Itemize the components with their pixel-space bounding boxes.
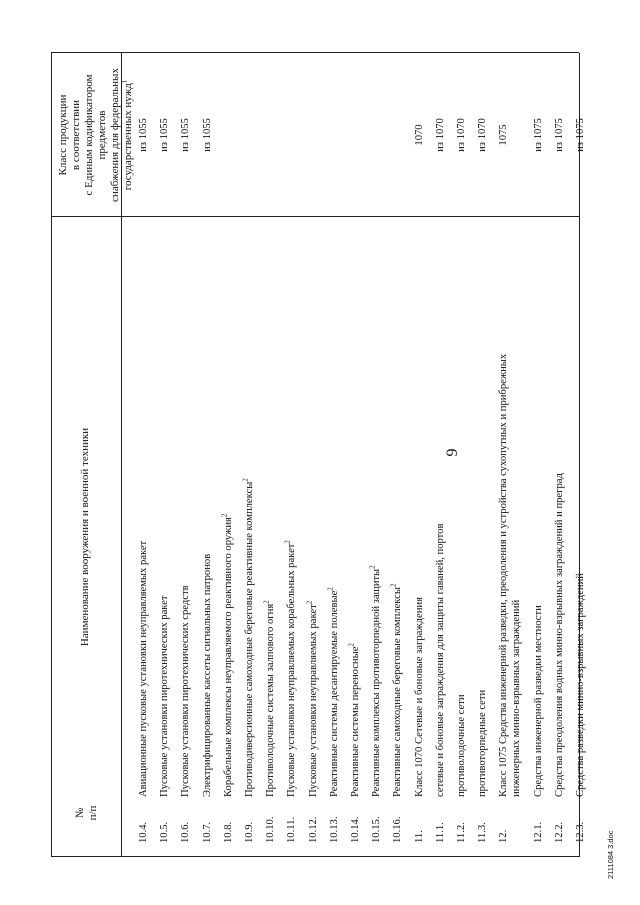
row-name-text: Реактивные системы переносные$^2$: [347, 643, 361, 797]
row-number: 10.6.: [180, 821, 192, 843]
row-name: [264, 225, 277, 797]
row-number: 12.3.: [575, 821, 586, 843]
row-name: [413, 225, 426, 797]
footnote-marker: 2: [368, 565, 377, 569]
row-class: из 1055: [201, 118, 213, 152]
footnote-marker: 2: [326, 587, 335, 591]
row-name-text: Корабельные комплексы неуправляемого реактивного оружия$^2$: [220, 513, 234, 797]
row-name: [391, 225, 404, 797]
row-name-text-continued: инженерных минно-взрывных заграждений: [511, 599, 523, 797]
row-name: [370, 225, 383, 797]
header-class-line: Класс продукции: [57, 94, 69, 176]
row-name: [307, 225, 320, 797]
row-class: 1075: [498, 124, 510, 146]
row-name-text: Пусковые установки неуправляемых ракет$^2$: [305, 600, 319, 797]
row-name-text: Реактивные комплексы противоторпедной защиты$^2$: [368, 565, 383, 797]
row-name-text: Средства разведки минно-взрывных заграждений: [575, 573, 586, 797]
row-name: [455, 225, 468, 797]
row-name-text: Противодиверсионные самоходные береговые реактивные комплексы$^2$: [241, 478, 255, 797]
row-name-text: Класс 1075 Средства инженерной разведки, преодоления и устройства сухопутных и прибрежных: [498, 353, 510, 797]
row-name: [434, 225, 447, 797]
row-number: 10.12.: [307, 816, 319, 843]
row-number: 10.10.: [265, 816, 277, 843]
row-class: из 1075: [553, 118, 565, 152]
row-name-text: Электрифицированные кассеты сигнальных патронов: [201, 553, 213, 797]
row-name-text: Средства инженерной разведки местности: [532, 605, 544, 797]
table-left-border: [51, 856, 579, 857]
table-top-border: [51, 53, 52, 857]
row-name-text: сетевые и боновые заграждения для защиты гаваней, портов: [434, 523, 446, 797]
row-number: 10.4.: [138, 821, 149, 843]
row-class: из 1055: [180, 118, 192, 152]
row-number: 11.3.: [477, 822, 489, 843]
row-number: 10.15.: [371, 816, 383, 843]
row-number: 12.2.: [553, 821, 565, 843]
row-name: [158, 225, 171, 797]
row-name-text: противоторпедные сети: [477, 689, 489, 797]
footnote-marker: 2: [220, 513, 229, 518]
header-class-line: с Единым кодификатором предметов: [83, 74, 108, 196]
footnote-marker: 2: [305, 600, 314, 605]
row-name-text: Класс 1070 Сетевые и боновые заграждения: [413, 597, 425, 797]
row-name-text: Пусковые установки неуправляемых корабельных ракет$^2$: [283, 540, 298, 797]
row-name: [349, 225, 362, 797]
row-name: [179, 225, 192, 797]
row-number: 10.5.: [159, 821, 171, 843]
row-name-text: противолодочные сети: [456, 694, 467, 797]
row-name: [553, 225, 566, 797]
row-name: [328, 225, 341, 797]
header-class: [57, 53, 135, 217]
header-class-line: в соответствии: [70, 99, 82, 171]
row-name-text: Реактивные системы десантируемые полевые$^2$: [326, 587, 340, 797]
row-class: из 1055: [159, 118, 171, 152]
row-number: 10.14.: [350, 816, 361, 843]
row-number: 12.: [498, 829, 510, 843]
row-name: [201, 225, 214, 797]
footnote-marker: 2: [347, 643, 356, 647]
row-name-text: Авиационные пусковые установки неуправляемых ракет: [138, 540, 149, 797]
footnote-marker: 2: [262, 600, 271, 604]
row-name: [137, 225, 150, 797]
footnote-marker: 2: [241, 478, 250, 482]
row-name-text: Пусковые установки пиротехнических средств: [180, 585, 192, 797]
row-number: 11.1.: [434, 822, 446, 843]
row-name: [497, 225, 523, 797]
row-class: из 1055: [138, 118, 149, 152]
row-name-text: Противолодочные системы залпового огня$^2$: [262, 600, 277, 797]
header-class-line: государственных нужд$^1$: [120, 79, 134, 191]
header-num: №: [74, 807, 86, 819]
row-number: 10.9.: [244, 821, 255, 843]
row-name-text: Средства преодоления водных минно-взрывных заграждений и преград: [553, 473, 565, 797]
row-number: 10.11.: [286, 816, 298, 843]
header-num-sub: п/п: [87, 805, 99, 821]
row-class: из 1075: [575, 118, 586, 152]
row-number: 10.7.: [201, 821, 213, 843]
row-number: 10.16.: [392, 816, 404, 843]
footnote-marker: 1: [120, 79, 129, 84]
footnote-marker: 2: [389, 583, 398, 588]
document-code: 2111084 3.doc: [606, 830, 615, 879]
row-number: 10.13.: [328, 816, 340, 843]
row-name: [222, 225, 235, 797]
row-class: из 1070: [456, 118, 467, 152]
weapons-classification-table: [51, 53, 586, 857]
row-class: 1070: [413, 124, 425, 146]
row-name: [243, 225, 256, 797]
header-name: Наименование вооружения и военной техники: [79, 427, 91, 647]
row-class: из 1070: [477, 118, 489, 152]
row-name: [476, 225, 489, 797]
row-name-text: Реактивные самоходные береговые комплексы$^2$: [389, 583, 404, 797]
row-name: [285, 225, 298, 797]
row-class: из 1070: [434, 118, 446, 152]
row-name-text: Пусковые установки пиротехнических ракет: [159, 595, 171, 797]
header-class-line: снабжения для федеральных: [109, 68, 121, 202]
row-number: 10.8.: [222, 821, 234, 843]
footnote-marker: 2: [283, 540, 292, 544]
row-name: [574, 225, 587, 797]
row-class: из 1075: [532, 118, 544, 152]
row-number: 11.: [413, 830, 425, 843]
row-name: [532, 225, 545, 797]
row-number: 11.2.: [456, 822, 467, 843]
page-number: 9: [444, 448, 461, 457]
row-number: 12.1.: [532, 821, 544, 843]
